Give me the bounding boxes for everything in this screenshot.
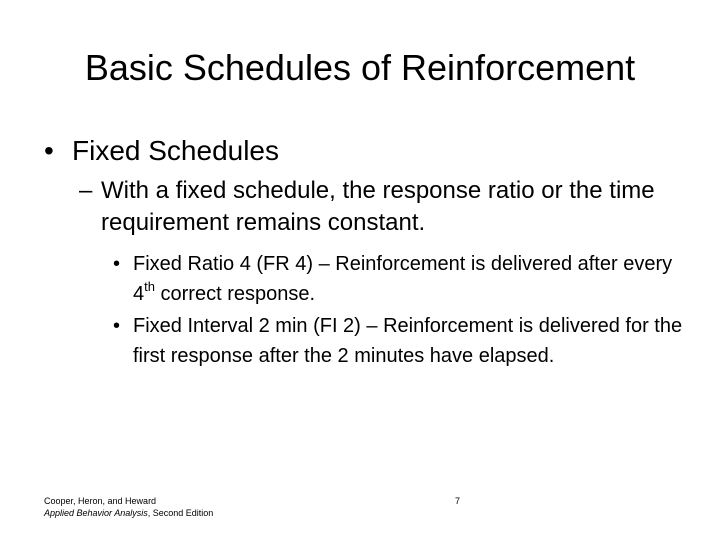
bullet-dot-icon: •	[113, 315, 121, 337]
fixed-ratio-text-main: Fixed Ratio 4 (FR 4) – Reinforcement is delivered after every 4	[133, 253, 673, 305]
footer-book-title: Applied Behavior Analysis	[44, 508, 148, 518]
sub-sub-bullet-fixed-interval	[113, 311, 683, 371]
sub-sub-bullet-fixed-ratio	[113, 249, 683, 309]
footer-citation	[44, 495, 213, 519]
fixed-ratio-text-end: correct response.	[154, 283, 316, 305]
footer-edition: , Second Edition	[147, 508, 214, 518]
fixed-ratio-text	[133, 249, 683, 309]
fixed-interval-text: Fixed Interval 2 min (FI 2) – Reinforcement is delivered for the first response after the 2 minutes have elapsed.	[133, 315, 683, 367]
bullet-dot-icon: •	[44, 135, 54, 166]
footer-authors: Cooper, Heron, and Heward	[44, 496, 157, 506]
dash-icon: –	[79, 177, 93, 204]
bullet-dot-icon: •	[113, 253, 121, 275]
footer-book	[44, 507, 213, 519]
bullet-text: Fixed Schedules	[72, 135, 280, 166]
sub-bullet-definition	[79, 175, 679, 239]
slide-title: Basic Schedules of Reinforcement	[84, 47, 636, 88]
ordinal-suffix: th	[144, 279, 155, 295]
page-number: 7	[455, 496, 461, 506]
sub-bullet-text: With a fixed schedule, the response ratio or the time requirement remains constant.	[101, 177, 655, 236]
